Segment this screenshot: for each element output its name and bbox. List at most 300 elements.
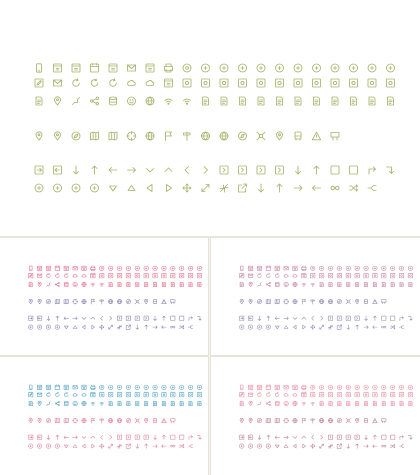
circle-target-icon — [311, 385, 315, 389]
document-icon — [127, 282, 130, 286]
compass-rose-icon — [337, 299, 341, 303]
skype-circle-icon — [364, 266, 368, 270]
up-circle-icon — [37, 325, 41, 329]
infinity-icon — [331, 186, 339, 189]
vimeo-square-icon — [188, 392, 192, 396]
table-document-icon — [391, 401, 394, 405]
document-lines-icon — [240, 401, 243, 405]
flickr-square-icon — [337, 392, 341, 396]
cloud-download-icon — [284, 274, 288, 277]
reload-icon — [64, 392, 68, 396]
icon-sheet-pink-grid — [0, 238, 208, 355]
flag-icon — [91, 418, 94, 423]
chevron-right-icon — [110, 435, 112, 439]
image-document-icon — [329, 282, 332, 286]
document-icon — [240, 97, 246, 105]
twitter-circle-icon — [331, 64, 339, 72]
skype-circle-icon — [153, 266, 157, 270]
vimeo-square-icon — [399, 273, 403, 277]
crosshair-icon — [73, 418, 78, 423]
vimeo-square-icon — [368, 79, 376, 87]
skype-square-icon — [313, 79, 321, 87]
exit-box-icon — [29, 316, 33, 320]
arrow-down-icon — [47, 435, 50, 439]
flag-icon — [91, 299, 94, 304]
folded-map-icon — [55, 299, 59, 303]
arrow-right-icon — [73, 436, 77, 439]
external-link-icon — [126, 444, 130, 448]
triangle-right-icon — [92, 444, 95, 448]
instagram-square-icon — [183, 79, 191, 87]
zip-document-icon — [171, 282, 174, 286]
envelope-open-icon — [37, 274, 41, 277]
download-arrow-icon — [365, 316, 368, 320]
expand-icon — [202, 185, 209, 192]
triangle-left-icon — [82, 444, 85, 448]
person-pin-icon — [145, 299, 148, 304]
map-pin-icon — [240, 418, 243, 423]
world-icon — [319, 418, 323, 422]
instagram-square-icon — [100, 392, 104, 396]
download-arrow-icon — [365, 435, 368, 439]
enter-box-icon — [248, 316, 252, 320]
dribbble-square-icon — [319, 392, 323, 396]
smiley-icon — [284, 401, 288, 405]
share-icon — [91, 97, 99, 105]
flag-icon — [302, 418, 305, 423]
exit-box-icon — [240, 435, 244, 439]
turn-right-down-icon — [408, 436, 412, 440]
linkedin-square-icon — [355, 273, 359, 277]
globe-icon — [146, 97, 154, 105]
tumblr-square-icon — [382, 273, 386, 277]
curved-arrow-up-icon — [145, 444, 148, 448]
flickr-square-icon — [126, 273, 130, 277]
browser-window-icon — [64, 385, 68, 389]
triangle-right-icon — [167, 185, 172, 192]
arrow-down-icon — [74, 166, 79, 174]
compass-icon — [257, 418, 261, 422]
person-pin-icon — [277, 132, 283, 140]
left-circle-icon — [257, 444, 261, 448]
compass-icon — [46, 299, 50, 303]
flickr-square-icon — [337, 273, 341, 277]
split-icon — [188, 445, 192, 448]
chevron-right-icon — [204, 167, 208, 174]
curved-arrow-down-icon — [259, 184, 264, 192]
table-document-icon — [391, 282, 394, 286]
arrow-up-icon — [267, 435, 270, 439]
flag-icon — [302, 299, 305, 304]
globe-icon — [82, 282, 86, 286]
video-circle-icon — [239, 64, 247, 72]
compass-icon — [46, 418, 50, 422]
database-icon — [64, 282, 68, 286]
globe-grid-icon — [220, 132, 228, 140]
globe-grid-icon — [328, 418, 332, 422]
external-link-icon — [337, 444, 341, 448]
tumblr-square-icon — [171, 392, 175, 396]
google-square-icon — [346, 273, 350, 277]
folded-map-icon — [266, 418, 270, 422]
pdf-document-icon — [314, 97, 320, 105]
zip-document-icon — [382, 282, 385, 286]
curved-arrow-right-icon — [364, 445, 368, 448]
notes-document-icon — [198, 401, 201, 405]
paypal-circle-icon — [346, 266, 350, 270]
arrow-up-icon — [56, 316, 59, 320]
arrow-right-icon — [284, 317, 288, 320]
pinterest-circle-icon — [355, 266, 359, 270]
map-pin-icon — [36, 132, 42, 140]
refresh-icon — [258, 392, 262, 396]
rss-box-icon — [302, 273, 306, 277]
twitter-square-icon — [390, 273, 394, 277]
external-link-icon — [337, 325, 341, 329]
link-icon — [73, 98, 80, 105]
document-lines-icon — [36, 97, 42, 105]
billboard-icon — [382, 419, 386, 423]
up-circle-icon — [54, 184, 62, 192]
download-arrow-icon — [154, 435, 157, 439]
location-pin-icon — [38, 401, 41, 406]
expand-icon — [109, 325, 113, 329]
google-square-icon — [135, 392, 139, 396]
vimeo-circle-icon — [390, 266, 394, 270]
satellite-icon — [135, 418, 139, 422]
map-pin-icon — [29, 299, 32, 304]
location-pin-icon — [249, 401, 252, 406]
crosshair-icon — [127, 132, 136, 141]
bus-icon — [295, 132, 301, 140]
browser-window-icon — [275, 385, 279, 389]
redo-icon — [267, 392, 271, 396]
redo-icon — [267, 273, 271, 277]
turn-up-right-icon — [369, 167, 376, 174]
inbox-icon — [293, 266, 297, 270]
left-circle-icon — [257, 325, 261, 329]
triangle-left-icon — [147, 185, 152, 192]
play-document-icon — [320, 401, 323, 405]
chart-document-icon — [356, 401, 359, 405]
document-corner-icon — [364, 282, 367, 286]
upload-arrow-icon — [314, 166, 319, 174]
facebook-square-icon — [328, 392, 332, 396]
globe-grid-icon — [328, 299, 332, 303]
chevron-right-icon — [321, 316, 323, 320]
chevron-up-box-icon — [144, 316, 148, 320]
split-icon — [188, 326, 192, 329]
camera-circle-icon — [202, 64, 210, 72]
pin-location-icon — [249, 299, 252, 304]
pinterest-circle-icon — [276, 64, 284, 72]
youtube-circle-icon — [399, 266, 403, 270]
chevron-up-icon — [165, 168, 172, 172]
document-lines-icon — [29, 401, 32, 405]
share-icon — [266, 401, 270, 405]
chevron-down-box-icon — [135, 435, 139, 439]
signpost-icon — [311, 299, 315, 304]
youtube-square-icon — [387, 79, 395, 87]
skype-circle-icon — [364, 385, 368, 389]
save-icon — [46, 385, 50, 389]
document-icon — [338, 401, 341, 405]
pinterest-square-icon — [153, 273, 157, 277]
document-lines-icon — [240, 282, 243, 286]
triangle-up-icon — [284, 445, 288, 448]
pin-location-icon — [38, 299, 41, 304]
curved-arrow-right-icon — [153, 326, 157, 329]
play-circle-icon — [220, 64, 228, 72]
save-icon — [46, 266, 50, 270]
satellite-icon — [346, 299, 350, 303]
text-document-icon — [136, 401, 139, 405]
cloud-download-icon — [284, 393, 288, 396]
curved-arrow-left-icon — [313, 186, 321, 191]
linkedin-square-icon — [144, 392, 148, 396]
grid-globe-icon — [293, 299, 297, 303]
triangle-right-icon — [303, 325, 306, 329]
chart-document-icon — [356, 282, 359, 286]
warning-triangle-icon — [162, 419, 167, 423]
right-arrow-long-icon — [179, 435, 183, 439]
triangle-left-icon — [293, 325, 296, 329]
location-pin-icon — [55, 97, 61, 105]
shuffle-icon — [390, 325, 394, 329]
down-circle-icon — [35, 184, 43, 192]
curved-arrow-up-icon — [356, 325, 359, 329]
globe-icon — [293, 401, 297, 405]
smiley-icon — [73, 401, 77, 405]
chevron-down-icon — [293, 436, 297, 438]
upload-arrow-icon — [374, 316, 377, 320]
cloud-upload-icon — [82, 274, 86, 277]
chart-document-icon — [145, 401, 148, 405]
left-arrow-long-icon — [171, 316, 175, 320]
save-icon — [257, 385, 261, 389]
satellite-icon — [135, 299, 139, 303]
pencil-box-icon — [29, 392, 33, 396]
globe-icon — [293, 282, 297, 286]
icon-sheet-mauve — [211, 238, 420, 355]
chevron-left-box-icon — [220, 166, 228, 174]
enter-box-icon — [54, 166, 62, 174]
facebook-square-icon — [220, 79, 228, 87]
chevron-down-box-icon — [257, 166, 265, 174]
inbox-icon — [82, 266, 86, 270]
link-icon — [47, 402, 51, 406]
circle-target-icon — [100, 385, 104, 389]
phone-icon — [37, 64, 42, 72]
curved-arrow-right-icon — [153, 445, 157, 448]
cloud-upload-icon — [293, 393, 297, 396]
browser-window-icon — [109, 64, 117, 72]
triangle-up-icon — [284, 326, 288, 329]
linkedin-square-icon — [276, 79, 284, 87]
wordpress-circle-icon — [387, 64, 395, 72]
enter-box-icon — [37, 435, 41, 439]
zip-document-icon — [332, 97, 338, 105]
exit-box-icon — [35, 166, 43, 174]
envelope-open-icon — [248, 393, 252, 396]
billboard-icon — [382, 300, 386, 304]
camera-circle-icon — [319, 266, 323, 270]
image-document-icon — [221, 97, 227, 105]
bus-icon — [364, 299, 367, 303]
camera-circle-icon — [108, 266, 112, 270]
refresh-icon — [47, 392, 51, 396]
phone-icon — [29, 385, 32, 390]
text-document-icon — [347, 282, 350, 286]
infinity-icon — [382, 326, 386, 328]
person-pin-icon — [356, 418, 359, 423]
icon-sheet-blue — [0, 357, 208, 475]
pencil-box-icon — [35, 79, 43, 87]
document-icon — [127, 401, 130, 405]
share-icon — [266, 282, 270, 286]
facebook-square-icon — [117, 392, 121, 396]
smiley-icon — [128, 97, 136, 105]
calendar-icon — [55, 385, 59, 390]
curved-arrow-left-icon — [162, 326, 166, 329]
arrow-left-icon — [64, 436, 68, 439]
external-link-icon — [126, 325, 130, 329]
arrow-right-icon — [73, 317, 77, 320]
curved-arrow-left-icon — [373, 326, 377, 329]
youtube-circle-icon — [399, 385, 403, 389]
chevron-down-box-icon — [346, 316, 350, 320]
icon-sheet-rose-grid — [211, 357, 420, 475]
chevron-down-icon — [293, 317, 297, 319]
mail-icon — [284, 386, 288, 389]
download-box-icon — [248, 385, 252, 389]
instagram-square-icon — [311, 392, 315, 396]
tumblr-square-icon — [331, 79, 339, 87]
left-arrow-long-icon — [331, 166, 339, 174]
reload-icon — [275, 273, 279, 277]
up-circle-icon — [248, 325, 252, 329]
triangle-down-icon — [275, 326, 279, 329]
pdf-document-icon — [162, 282, 165, 286]
chevron-left-box-icon — [328, 316, 332, 320]
link-icon — [258, 283, 262, 287]
youtube-square-icon — [197, 273, 201, 277]
youtube-circle-icon — [368, 64, 376, 72]
image-document-icon — [118, 282, 121, 286]
icon-sheet-olive-grid — [0, 0, 420, 236]
browser-window-icon — [64, 266, 68, 270]
document-corner-icon — [153, 282, 156, 286]
zip-document-icon — [382, 401, 385, 405]
phone-icon — [240, 385, 243, 390]
sheet-document-icon — [400, 401, 403, 405]
chevron-up-box-icon — [276, 166, 284, 174]
circle-target-icon — [100, 266, 104, 270]
globe-icon — [82, 401, 86, 405]
vimeo-circle-icon — [350, 64, 358, 72]
signpost-icon — [100, 418, 104, 423]
youtube-square-icon — [408, 273, 412, 277]
triangle-right-icon — [92, 325, 95, 329]
document-icon — [338, 282, 341, 286]
book-map-icon — [109, 132, 117, 140]
share-icon — [55, 401, 59, 405]
play-circle-icon — [328, 385, 332, 389]
bus-icon — [153, 299, 156, 303]
redo-icon — [91, 79, 98, 86]
upload-arrow-icon — [163, 316, 166, 320]
satellite-icon — [257, 132, 265, 140]
arrow-left-icon — [109, 168, 117, 173]
database-icon — [110, 97, 117, 105]
right-arrow-long-icon — [179, 316, 183, 320]
instagram-square-icon — [311, 273, 315, 277]
rss-icon — [311, 283, 315, 286]
cloud-upload-icon — [82, 393, 86, 396]
sheet-document-icon — [189, 282, 192, 286]
paypal-circle-icon — [257, 64, 265, 72]
icon-sheet-mauve-grid — [211, 238, 420, 355]
inbox-icon — [82, 385, 86, 389]
down-circle-icon — [29, 325, 33, 329]
play-circle-icon — [328, 266, 332, 270]
turn-right-down-icon — [408, 317, 412, 321]
collapse-icon — [117, 325, 121, 329]
crosshair-icon — [284, 418, 289, 423]
pdf-document-icon — [373, 401, 376, 405]
infinity-icon — [382, 445, 386, 447]
twitter-circle-icon — [171, 385, 175, 389]
wordpress-circle-icon — [408, 266, 412, 270]
triangle-up-icon — [73, 445, 77, 448]
turn-up-right-icon — [189, 436, 193, 440]
move-icon — [183, 184, 191, 192]
twitter-square-icon — [350, 79, 358, 87]
collapse-icon — [328, 444, 332, 448]
chevron-right-box-icon — [239, 166, 247, 174]
rss-box-icon — [91, 273, 95, 277]
pin-location-icon — [38, 418, 41, 423]
dribbble-square-icon — [202, 79, 210, 87]
tumblr-circle-icon — [373, 266, 377, 270]
turn-right-down-icon — [197, 317, 201, 321]
collapse-icon — [220, 185, 228, 193]
globe-grid-icon — [117, 299, 121, 303]
rss-icon — [100, 402, 104, 405]
wifi-icon — [165, 99, 172, 104]
redo-icon — [56, 273, 60, 277]
triangle-down-icon — [64, 326, 68, 329]
download-box-icon — [37, 266, 41, 270]
triangle-right-icon — [303, 444, 306, 448]
location-pin-icon — [249, 282, 252, 287]
mail-icon — [73, 386, 77, 389]
paypal-circle-icon — [346, 385, 350, 389]
chevron-up-icon — [302, 317, 306, 319]
flickr-square-icon — [239, 79, 247, 87]
chart-document-icon — [145, 282, 148, 286]
warning-triangle-icon — [312, 132, 320, 140]
folded-map-icon — [55, 418, 59, 422]
collapse-icon — [328, 325, 332, 329]
crosshair-icon — [73, 299, 78, 304]
refresh-icon — [258, 273, 262, 277]
vimeo-circle-icon — [390, 385, 394, 389]
chevron-left-box-icon — [117, 316, 121, 320]
image-document-icon — [329, 401, 332, 405]
curved-arrow-down-icon — [347, 325, 350, 329]
book-map-icon — [275, 418, 279, 422]
